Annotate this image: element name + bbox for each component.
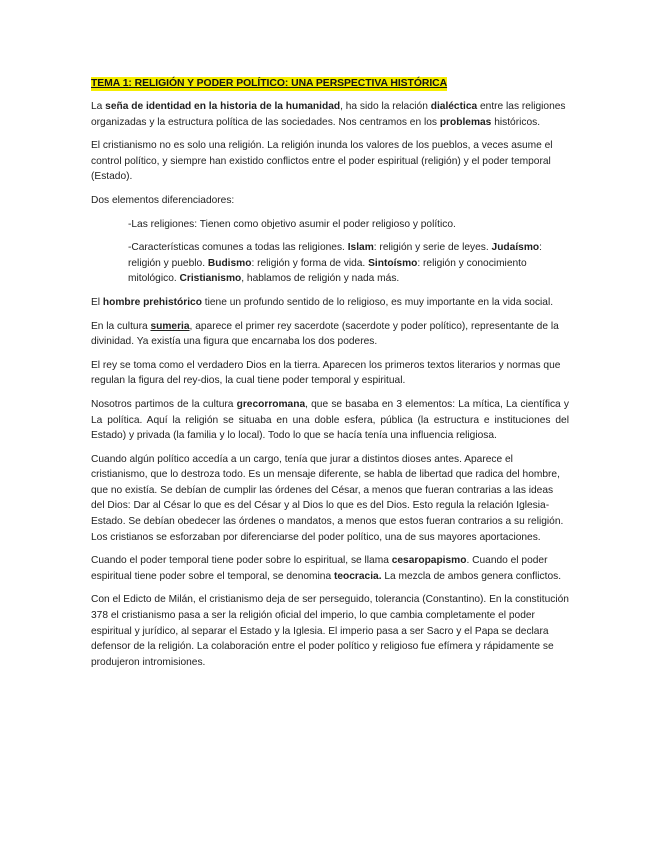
para-cristianismo xyxy=(91,138,569,185)
text-run: , hablamos de religión y nada más. xyxy=(241,273,400,285)
bold-text: cesaropapismo xyxy=(391,555,467,567)
text-run: Dos elementos diferenciadores: xyxy=(91,194,235,206)
bold-text: Sintoísmo xyxy=(368,257,418,269)
text-run: Cuando algún político accedía a un cargo, tenía que jurar a distintos dioses antes. Aparece el cristianismo, que lo destroza todo. Es un mensaje diferente, se habla de libertad que radica del hombre, que no existía. Se debían de cumplir las órdenes del César, a menos que fueran contrarias a las ideas del Dios: Dar al César lo que es del César y al Dios lo que es del Dios. Esto regula la relación Iglesia-Estado. Se debían obedecer las órdenes o mandatos, a menos que estos fueran contrarios a su religión. Los cristianos se esforzaban por diferenciarse del poder político, una de sus mayores aportaciones. xyxy=(91,453,564,543)
bold-text: dialéctica xyxy=(430,101,478,112)
para-rey-dios xyxy=(91,358,569,389)
para-religiones xyxy=(91,217,569,233)
bold-text: Cristianismo xyxy=(179,273,242,285)
text-run: En la cultura xyxy=(91,320,151,332)
text-run: Con el Edicto de Milán, el cristianismo deja de ser perseguido, tolerancia (Constantino). En la constitución 378 el cristianismo pasa a ser la religión oficial del imperio, lo que cambia completamente el poder espiritual y jurídico, al separar el Estado y la Iglesia. El imperio pasa a ser Sacro y el Papa se declara defensor de la religión. La colaboración entre el poder político y religioso fue efímera y rápidamente se produjeron intromisiones. xyxy=(91,594,569,668)
text-run: entre las religiones organizadas y la estructura política de las sociedades. Nos centramos en los xyxy=(91,101,566,128)
text-run: Nosotros partimos de la cultura xyxy=(91,398,237,410)
text-run: El rey se toma como el verdadero Dios en la tierra. Aparecen los primeros textos literarios y normas que regulan la figura del rey-dios, la cual tiene poder temporal y espiritual. xyxy=(91,359,561,387)
para-cargo-politico xyxy=(91,452,569,546)
text-run: El cristianismo no es solo una religión. La religión inunda los valores de los pueblos, a veces asume el control político, y siempre han existido conflictos entre el poder espiritual (religión) y el poder temporal (Estado). xyxy=(91,140,553,183)
bold-text: Islam xyxy=(347,242,374,254)
para-cesaropapismo xyxy=(91,553,569,584)
text-run: . Cuando el poder espiritual tiene poder sobre el temporal, se denomina xyxy=(91,555,548,582)
bold-text: teocracia. xyxy=(333,570,382,582)
bold-text: Judaísmo xyxy=(491,242,540,254)
document-title: TEMA 1: RELIGIÓN Y PODER POLÍTICO: UNA PERSPECTIVA HISTÓRICA xyxy=(91,78,448,89)
text-run: , que se basaba en 3 elementos: La mítica, La científica y La política. Aquí la religión se situaba en una doble esfera, pública (la estructura e instituciones del Estado) y privada (la familia y lo local). Todo lo que se hacía tenía una influencia religiosa. xyxy=(91,398,569,442)
bold-text: seña de identidad en la historia de la humanidad xyxy=(105,101,341,112)
text-run: tiene un profundo sentido de lo religioso, es muy importante en la vida social. xyxy=(201,296,554,308)
document-page xyxy=(91,76,569,678)
text-run: : religión y serie de leyes. xyxy=(373,242,492,254)
para-hombre-prehistorico xyxy=(91,295,569,311)
text-run: , ha sido la relación xyxy=(340,101,431,112)
para-caracteristicas xyxy=(91,240,569,287)
text-run: -Características comunes a todas las religiones. xyxy=(128,242,348,254)
bold-text: problemas xyxy=(439,116,492,128)
para-grecorromana xyxy=(91,397,569,444)
text-run: : religión y forma de vida. xyxy=(251,257,369,269)
text-run: La xyxy=(91,101,106,112)
text-run: La mezcla de ambos genera conflictos. xyxy=(381,570,562,582)
para-intro xyxy=(91,99,569,130)
document-body xyxy=(91,99,569,670)
para-sumeria xyxy=(91,319,569,350)
bold-text: sumeria xyxy=(150,320,190,332)
text-run: Cuando el poder temporal tiene poder sobre lo espiritual, se llama xyxy=(91,555,392,567)
bold-text: Budismo xyxy=(207,257,252,269)
para-dos-elementos xyxy=(91,193,569,209)
text-run: : religión y pueblo. xyxy=(128,242,542,269)
bold-text: grecorromana xyxy=(236,398,306,410)
para-edicto-milan xyxy=(91,592,569,670)
text-run: históricos. xyxy=(491,116,541,128)
text-run: -Las religiones: Tienen como objetivo asumir el poder religioso y político. xyxy=(128,218,456,230)
text-run: , aparece el primer rey sacerdote (sacerdote y poder político), representante de la divinidad. Ya existía una figura que encarnaba los dos poderes. xyxy=(91,320,559,348)
text-run: El xyxy=(91,296,103,308)
text-run: : religión y conocimiento mitológico. xyxy=(128,257,527,285)
bold-text: hombre prehistórico xyxy=(102,296,202,308)
